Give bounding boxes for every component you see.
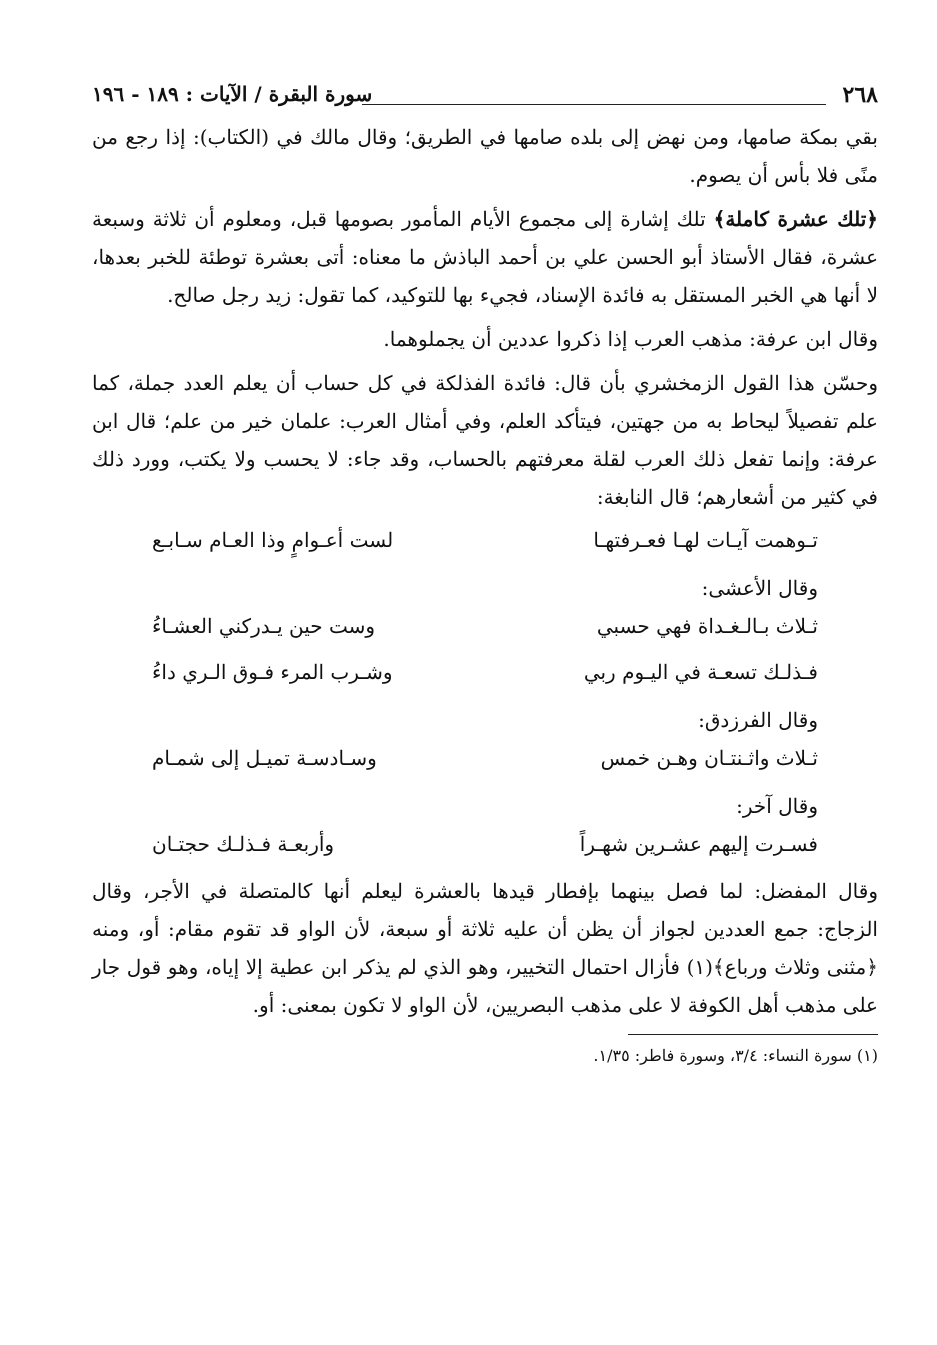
verse-5-second-hemistich: وأربعـة فـذلـك حجتـان [152,832,335,856]
paragraph-4: وحسّن هذا القول الزمخشري بأن قال: فائدة الفذلكة في كل حساب أن يعلم العدد جملة، كما علم تفصيلاً ليحاط به من جهتين، فيتأكد العلم، وفي أمثال العرب: علمان خير من علم؛ قال ابن عرفة: وإنما تفعل ذلك العرب لقلة معرفتهم بالحساب، وقد جاء: لا يحسب ولا يكتب، وورد ذلك في كثير من أشعارهم؛ قال النابغة: [92,371,878,509]
verse-2 [92,608,878,654]
quran-quote: ﴿تلك عشرة كاملة﴾ [713,207,879,231]
verse-3 [92,654,878,700]
page-number: ٢٦٨ [842,82,878,108]
verse-2-first-hemistich: ثـلاث بـالـغـداة فهي حسبي [596,614,818,638]
paragraph-2 [92,200,878,314]
page-header [92,82,878,118]
paragraph-5: وقال المفضل: لما فصل بينهما بإفطار قيدها بالعشرة ليعلم أنها كالمتصلة في الأجر، وقال الزجاج: جمع العددين لجواز أن يظن أن عليه ثلاثة أو سبعة، لأن الواو قد تقوم مقام: أو، ومنه ﴿مثنى وثلاث ورباع﴾(١) فأزال احتمال التخيير، وهو الذي لم يذكر ابن عطية إلا إياه، وهو قول جار على مذهب أهل الكوفة لا على مذهب البصريين، لأن الواو لا تكون بمعنى: أو. [92,879,878,1017]
verse-intro-other: وقال آخر: [736,794,818,818]
verse-2-second-hemistich: وست حين يـدركني العشـاءُ [152,614,376,638]
running-title: سورة البقرة / الآيات : ١٨٩ - ١٩٦ [92,82,373,106]
book-page [92,82,878,1069]
footnote-1: (١) سورة النساء: ٣/٤، وسورة فاطر: ١/٣٥. [593,1046,878,1065]
verse-1-first-hemistich: تـوهمت آيـات لهـا فعـرفتهـا [593,528,818,552]
verse-4-second-hemistich: وسـادسـة تميـل إلى شمـام [152,746,377,770]
verse-4 [92,740,878,786]
verse-4-first-hemistich: ثـلاث واثـنتـان وهـن خمس [600,746,818,770]
footnote-divider [628,1034,878,1035]
verse-5 [92,826,878,872]
verse-1-second-hemistich: لست أعـوامٍ وذا العـام سـابـع [152,528,394,552]
verse-intro-farazdaq: وقال الفرزدق: [698,708,818,732]
paragraph-1: بقي بمكة صامها، ومن نهض إلى بلده صامها في الطريق؛ وقال مالك في (الكتاب): إذا رجع من منًى فلا بأس أن يصوم. [92,125,878,187]
verse-3-first-hemistich: فـذلـك تسعـة في اليـوم ربي [583,660,818,684]
verse-3-second-hemistich: وشـرب المرء فـوق الـري داءُ [152,660,393,684]
header-divider [362,104,826,105]
verse-5-first-hemistich: فسـرت إليهم عشـرين شهـراً [579,832,818,856]
paragraph-2-text: تلك إشارة إلى مجموع الأيام المأمور بصومها قبل، ومعلوم أن ثلاثة وسبعة عشرة، فقال الأستاذ أبو الحسن علي بن أحمد الباذش ما معناه: أتى بعشرة توطئة للخبر بعدها، لا أنها هي الخبر المستقل به فائدة الإسناد، فجيء بها للتوكيد، كما تقول: زيد رجل صالح. [92,207,878,307]
verse-intro-alasha: وقال الأعشى: [701,576,818,600]
paragraph-3: وقال ابن عرفة: مذهب العرب إذا ذكروا عددين أن يجملوهما. [383,327,878,351]
verse-1 [92,522,878,568]
